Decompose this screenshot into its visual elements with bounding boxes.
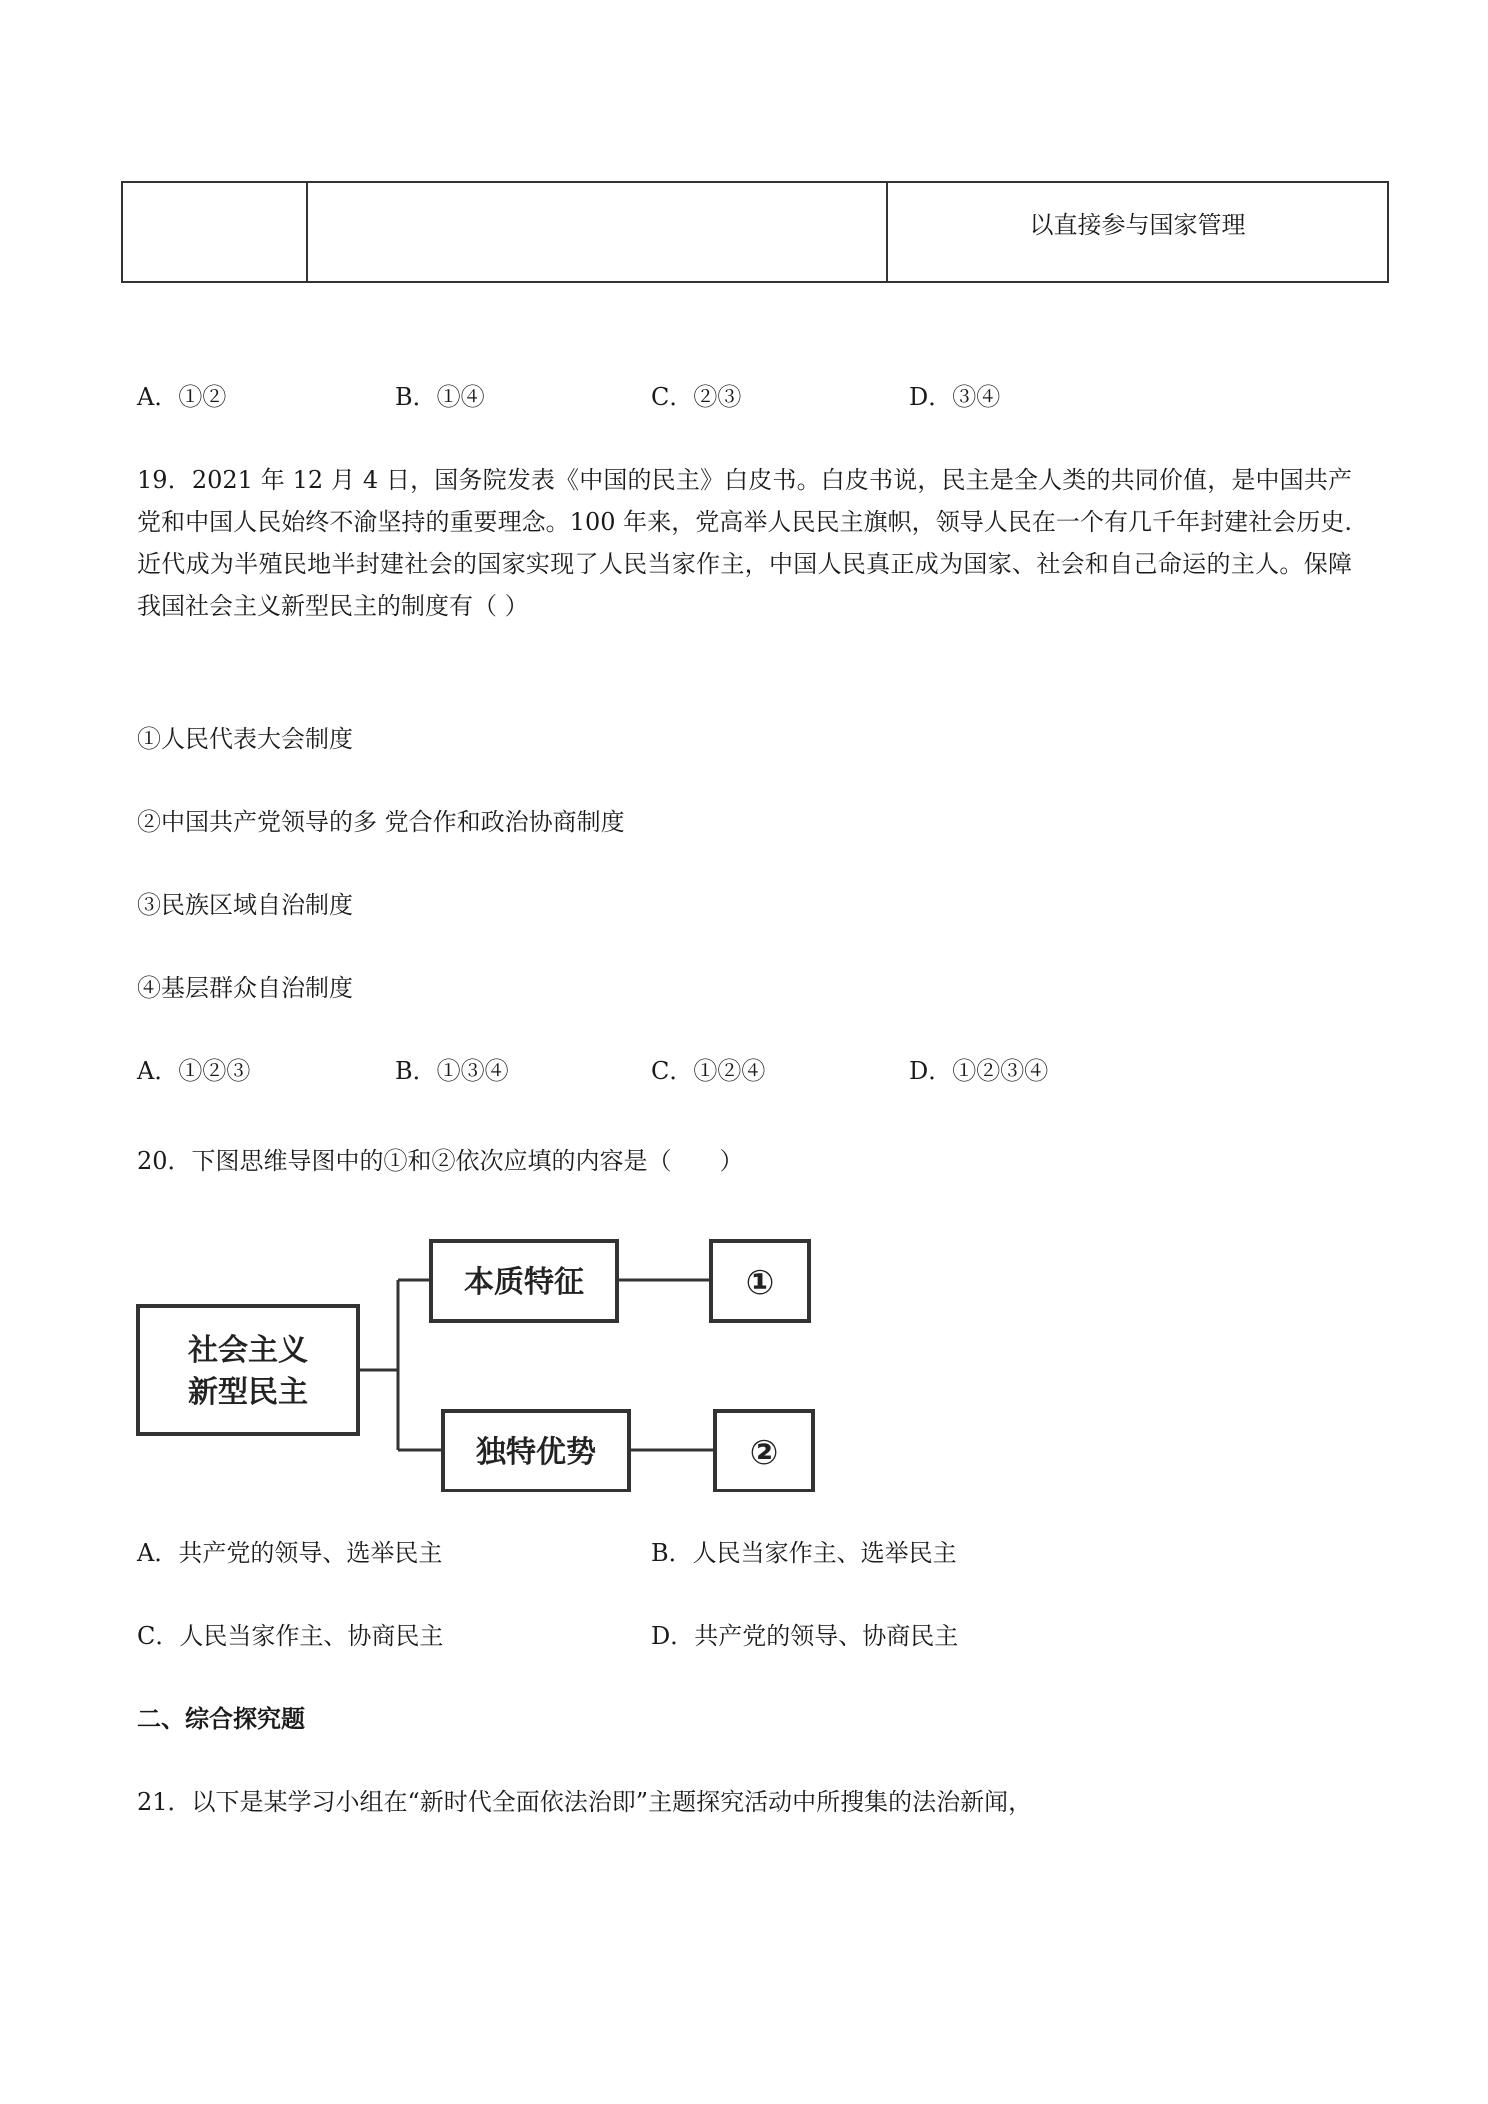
root-node-label-line1: 社会主义 [188, 1333, 308, 1368]
q19-option-b: B．①③④ [395, 1057, 509, 1085]
table-cell: 以直接参与国家管理 [887, 182, 1388, 282]
q20-option-b: B．人民当家作主、选举民主 [651, 1539, 957, 1567]
q18-option-d: D．③④ [909, 383, 1001, 411]
q19-item-3: ③民族区域自治制度 [137, 891, 353, 919]
q20-option-c: C．人民当家作主、协商民主 [137, 1622, 444, 1650]
table-cell [122, 182, 307, 282]
q18-option-b: B．①④ [395, 383, 485, 411]
q19-item-4: ④基层群众自治制度 [137, 974, 353, 1002]
q18-option-c: C．②③ [651, 383, 742, 411]
q19-option-c: C．①②④ [651, 1057, 766, 1085]
q19-stem: 19．2021 年 12 月 4 日，国务院发表《中国的民主》白皮书。白皮书说，民主是全人类的共同价值，是中国共产党和中国人民始终不渝坚持的重要理念。100 年来，党高举人民民主旗帜，领导人民在一个有几千年封建社会历史.近代成为半殖民地半封建社会的国家实现了人民当家作主，中国人民真正成为国家、社会和自己命运的主人。保障我国社会主义新型民主的制度有（ ） [137, 466, 1352, 620]
q18-option-a: A．①② [137, 383, 227, 411]
table-row [122, 182, 1388, 282]
root-node-box [138, 1306, 358, 1434]
leaf2-label: ② [749, 1433, 779, 1473]
q20-stem: 20．下图思维导图中的①和②依次应填的内容是（ ） [137, 1147, 744, 1175]
q19-item-2: ②中国共产党领导的多 党合作和政治协商制度 [137, 808, 625, 836]
table-cell [307, 182, 887, 282]
section-heading: 二、综合探究题 [137, 1704, 305, 1733]
q19-item-1: ①人民代表大会制度 [137, 725, 353, 753]
branch1-label: 本质特征 [464, 1265, 584, 1300]
q20-option-d: D．共产党的领导、协商民主 [651, 1622, 959, 1650]
table-fragment [121, 181, 1389, 283]
root-node-label-line2: 新型民主 [188, 1375, 308, 1410]
mind-map-diagram [135, 1236, 815, 1492]
q20-option-a: A．共产党的领导、选举民主 [137, 1539, 443, 1567]
branch2-label: 独特优势 [476, 1435, 596, 1470]
q19-option-d: D．①②③④ [909, 1057, 1049, 1085]
q19-option-a: A．①②③ [137, 1057, 251, 1085]
q21-stem: 21．以下是某学习小组在“新时代全面依法治即”主题探究活动中所搜集的法治新闻， [137, 1788, 1033, 1816]
leaf1-label: ① [745, 1263, 775, 1303]
